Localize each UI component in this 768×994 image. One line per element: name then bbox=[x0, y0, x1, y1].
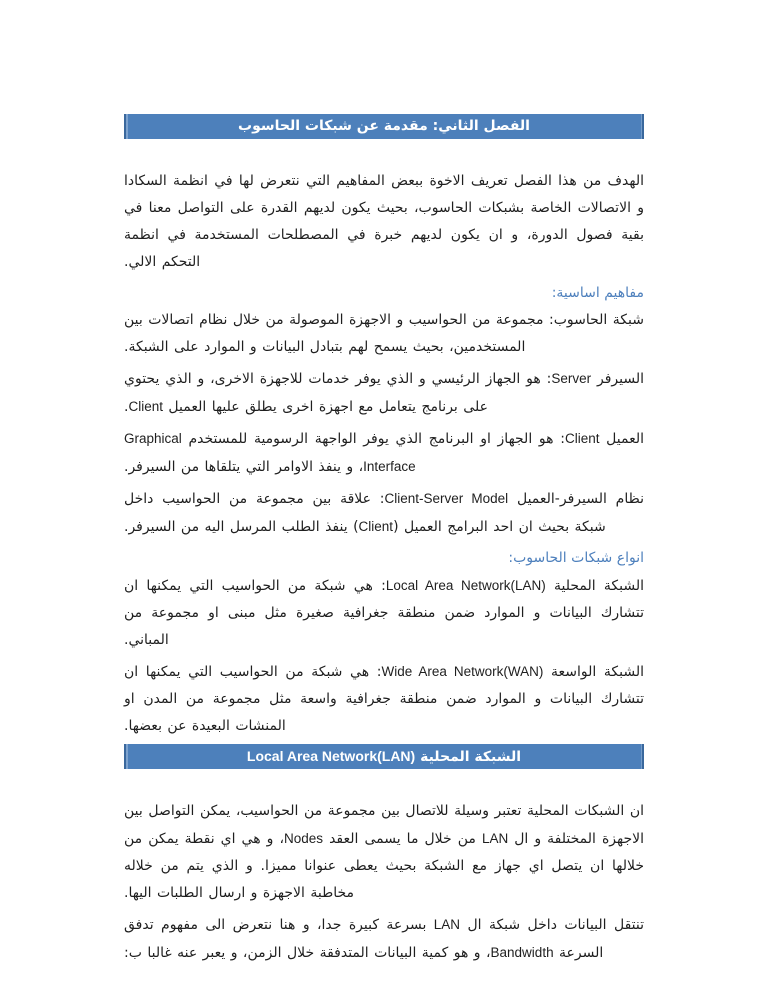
lan-definition-paragraph bbox=[124, 572, 644, 654]
network-definition-text: شبكة الحاسوب: مجموعة من الحواسيب و الاجهزة الموصولة من خلال نظام اتصالات بين المستخدمين، بحيث يسمح لهم بتبادل البيانات و الموارد على الشبكة. bbox=[124, 312, 644, 355]
lan-intro-arabic-tail: ، و هي اي نقطة يمكن من خلالها ان يتصل اي جهاز مع الشبكة بحيث يعطى عنوانا مميزا. و الذي يتم من خلاله مخاطبة الاجهزة و ارسال الطلبات اليها. bbox=[124, 831, 644, 901]
client-server-model-paragraph bbox=[124, 485, 644, 541]
client-def-arabic-tail: ، و ينفذ الاوامر التي يتلقاها من السيرفر. bbox=[124, 459, 364, 475]
term-client: Client bbox=[358, 519, 394, 534]
bandwidth-paragraph bbox=[124, 911, 644, 967]
wan-definition-paragraph bbox=[124, 658, 644, 740]
lan-def-arabic-body: : هي شبكة من الحواسيب التي يمكنها ان تتشارك البيانات و الموارد ضمن منطقة جغرافية صغيرة مثل مبنى او مجموعة من المباني. bbox=[124, 578, 644, 648]
document-content bbox=[124, 114, 644, 967]
bandwidth-arabic-mid: بسرعة كبيرة جدا، و هنا نتعرض الى مفهوم تدفق السرعة bbox=[124, 917, 604, 961]
server-def-arabic-body: : هو الجهاز الرئيسي و الذي يوفر خدمات للاجهزة الاخرى، و الذي يحتوي على برنامج يتعامل مع اجهزة اخرى يطلق عليها العميل bbox=[124, 371, 552, 415]
model-def-arabic-tail: ) ينفذ الطلب المرسل اليه من السيرفر. bbox=[124, 519, 359, 535]
client-def-arabic-lead: العميل bbox=[599, 431, 644, 447]
term-lan: LAN bbox=[481, 831, 509, 846]
client-def-arabic-body: : هو الجهاز او البرنامج الذي يوفر الواجهة الرسومية للمستخدم bbox=[181, 431, 565, 447]
model-def-arabic-body: : علاقة بين مجموعة من الحواسيب داخل شبكة بحيث ان احد البرامج العميل ( bbox=[124, 491, 606, 535]
basics-heading: مفاهيم اساسية: bbox=[551, 285, 644, 301]
lan-def-arabic-lead: الشبكة المحلية bbox=[545, 578, 645, 594]
term-client: Client bbox=[564, 431, 600, 446]
model-def-arabic-lead: نظام السيرفر-العميل bbox=[508, 491, 644, 507]
intro-paragraph bbox=[124, 168, 644, 276]
term-bandwidth: Bandwidth bbox=[490, 945, 554, 960]
chapter-title: الفصل الثاني: مقدمة عن شبكات الحاسوب bbox=[238, 118, 530, 134]
lan-intro-paragraph bbox=[124, 798, 644, 907]
lan-intro-arabic-lead: ان الشبكات المحلية تعتبر وسيلة للاتصال بين مجموعة من الحواسيب، يمكن التواصل بين الاجهزة المختلفة و ال bbox=[124, 803, 645, 847]
term-client-server-model: Client-Server Model bbox=[384, 491, 509, 506]
term-nodes: Nodes bbox=[284, 831, 324, 846]
term-server: Server bbox=[551, 371, 592, 386]
lan-section-banner bbox=[124, 744, 644, 769]
intro-text: الهدف من هذا الفصل تعريف الاخوة ببعض المفاهيم التي نتعرض لها في انظمة السكادا و الاتصالات الخاصة بشبكات الحاسوب، بحيث يكون لديهم القدرة على التواصل معنا في بقية فصول الدورة، و ان يكون لديهم خبرة في المصطلحات المستخدمة في انظمة التحكم الالي. bbox=[124, 173, 644, 270]
server-def-arabic-lead: السيرفر bbox=[591, 371, 645, 387]
bandwidth-arabic-tail: ، و هو كمية البيانات المتدفقة خلال الزمن، و يعبر عنه غالبا ب: bbox=[124, 945, 491, 961]
term-wan: Wide Area Network(WAN) bbox=[381, 664, 544, 679]
network-definition-paragraph bbox=[124, 307, 644, 361]
client-definition-paragraph bbox=[124, 425, 644, 481]
term-graphical-interface: Graphical Interface bbox=[124, 431, 416, 474]
bandwidth-arabic-lead: تنتقل البيانات داخل شبكة ال bbox=[460, 917, 644, 933]
term-lan: LAN bbox=[433, 917, 461, 932]
lan-section-title-english: Local Area Network(LAN) bbox=[246, 748, 416, 764]
server-definition-paragraph bbox=[124, 365, 644, 421]
chapter-title-banner bbox=[124, 114, 644, 139]
lan-intro-arabic-mid: من خلال ما يسمى العقد bbox=[323, 831, 482, 847]
server-def-arabic-tail: . bbox=[124, 399, 129, 415]
lan-section-title-arabic: الشبكة المحلية bbox=[415, 749, 522, 765]
wan-def-arabic-body: : هي شبكة من الحواسيب التي يمكنها ان تتشارك البيانات و الموارد ضمن منطقة جغرافية واسعة مثل مجموعة من المدن او المنشات البعيدة عن بعضها. bbox=[124, 664, 644, 734]
term-client: Client bbox=[128, 399, 163, 414]
wan-def-arabic-lead: الشبكة الواسعة bbox=[543, 664, 645, 680]
term-lan: Local Area Network(LAN) bbox=[385, 578, 546, 593]
network-types-heading: انواع شبكات الحاسوب: bbox=[508, 550, 644, 566]
